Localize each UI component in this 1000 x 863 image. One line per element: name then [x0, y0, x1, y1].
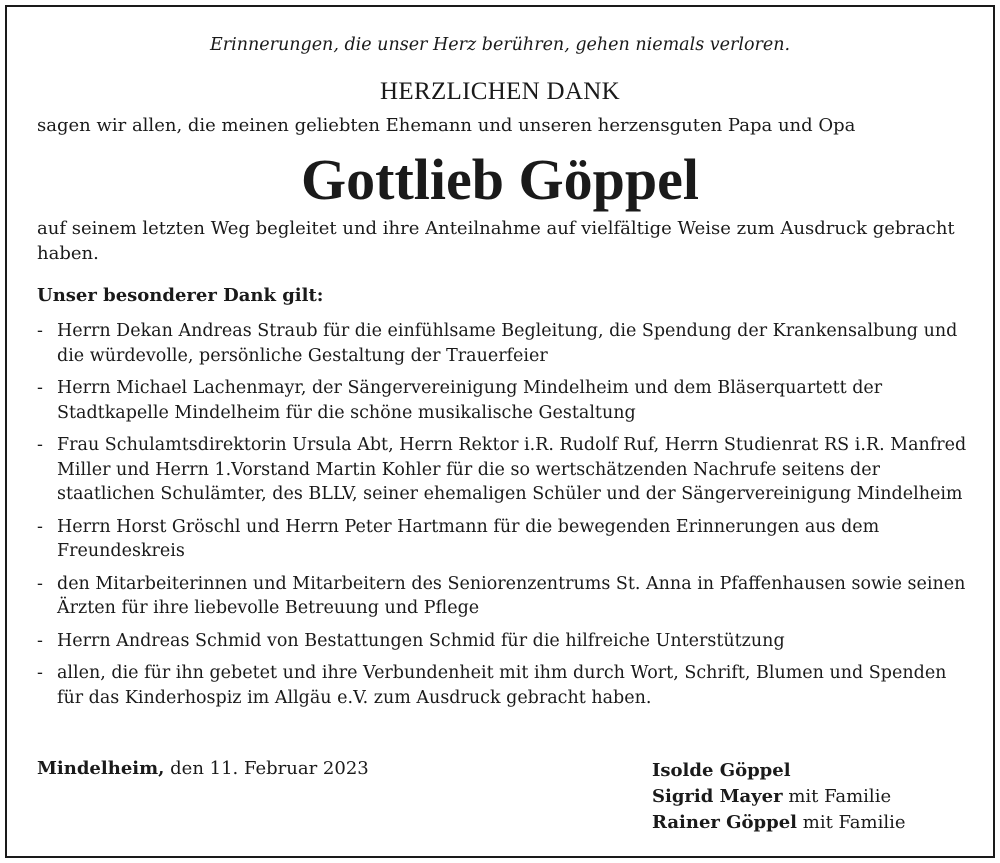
list-item-text: Frau Schulamtsdirektorin Ursula Abt, Herrn Rektor i.R. Rudolf Ruf, Herrn Studienrat RS i.R. Manfred Miller und Herrn 1.Vorstand Martin Kohler für die so wertschätzenden Nachrufe seitens der staatlichen Schulämter, des BLLV, seiner ehemaligen Schüler und der Sängervereinigung Mindelheim	[57, 435, 967, 504]
list-item	[37, 515, 972, 564]
list-item	[37, 376, 972, 425]
list-item-text: Herrn Horst Gröschl und Herrn Peter Hartmann für die bewegenden Erinnerungen aus dem Freundeskreis	[57, 516, 880, 561]
list-item	[37, 319, 972, 368]
list-item-text: Herrn Andreas Schmid von Bestattungen Schmid für die hilfreiche Unterstützung	[57, 630, 785, 651]
list-item-text: Herrn Michael Lachenmayr, der Sängervereinigung Mindelheim und dem Bläserquartett der Stadtkapelle Mindelheim für die schöne musikalische Gestaltung	[57, 378, 883, 423]
signer	[652, 810, 906, 836]
signer-name: Sigrid Mayer	[652, 786, 783, 807]
place: Mindelheim,	[37, 758, 165, 779]
signers	[652, 758, 906, 836]
dash: -	[37, 516, 43, 537]
signer-suffix: mit Familie	[802, 812, 906, 833]
dash: -	[37, 663, 43, 683]
list-item	[37, 433, 972, 507]
place-date	[37, 758, 369, 779]
list-item	[37, 661, 972, 710]
heading: HERZLICHEN DANK	[380, 78, 620, 105]
signer	[652, 784, 906, 810]
dash: -	[37, 573, 43, 594]
dash: -	[37, 435, 43, 455]
paragraph: auf seinem letzten Weg begleitet und ihre Anteilnahme auf vielfältige Weise zum Ausdruck gebracht haben.	[37, 218, 955, 264]
date: den 11. Februar 2023	[170, 758, 369, 779]
motto: Erinnerungen, die unser Herz berühren, gehen niemals verloren.	[209, 35, 791, 55]
signer-name: Isolde Göppel	[652, 760, 791, 781]
list-item	[37, 629, 972, 654]
list-item-text: allen, die für ihn gebetet und ihre Verbundenheit mit ihm durch Wort, Schrift, Blumen und Spenden für das Kinderhospiz im Allgäu e.V. zum Ausdruck gebracht haben.	[57, 663, 947, 708]
signer	[652, 758, 906, 784]
list-item-text: Herrn Dekan Andreas Straub für die einfühlsame Begleitung, die Spendung der Krankensalbung und die würdevolle, persönliche Gestaltung der Trauerfeier	[57, 321, 958, 366]
thanks-list	[37, 319, 972, 718]
signer-name: Rainer Göppel	[652, 812, 798, 833]
dash: -	[37, 321, 43, 341]
thanks-title: Unser besonderer Dank gilt:	[37, 285, 324, 306]
dash: -	[37, 630, 43, 651]
intro-text: sagen wir allen, die meinen geliebten Ehemann und unseren herzensguten Papa und Opa	[37, 115, 856, 136]
list-item	[37, 572, 972, 621]
dash: -	[37, 378, 43, 398]
signer-suffix: mit Familie	[788, 786, 892, 807]
list-item-text: den Mitarbeiterinnen und Mitarbeitern des Seniorenzentrums St. Anna in Pfaffenhausen sowie seinen Ärzten für ihre liebevolle Betreuung und Pflege	[57, 573, 966, 618]
deceased-name: Gottlieb Göppel	[301, 147, 699, 212]
